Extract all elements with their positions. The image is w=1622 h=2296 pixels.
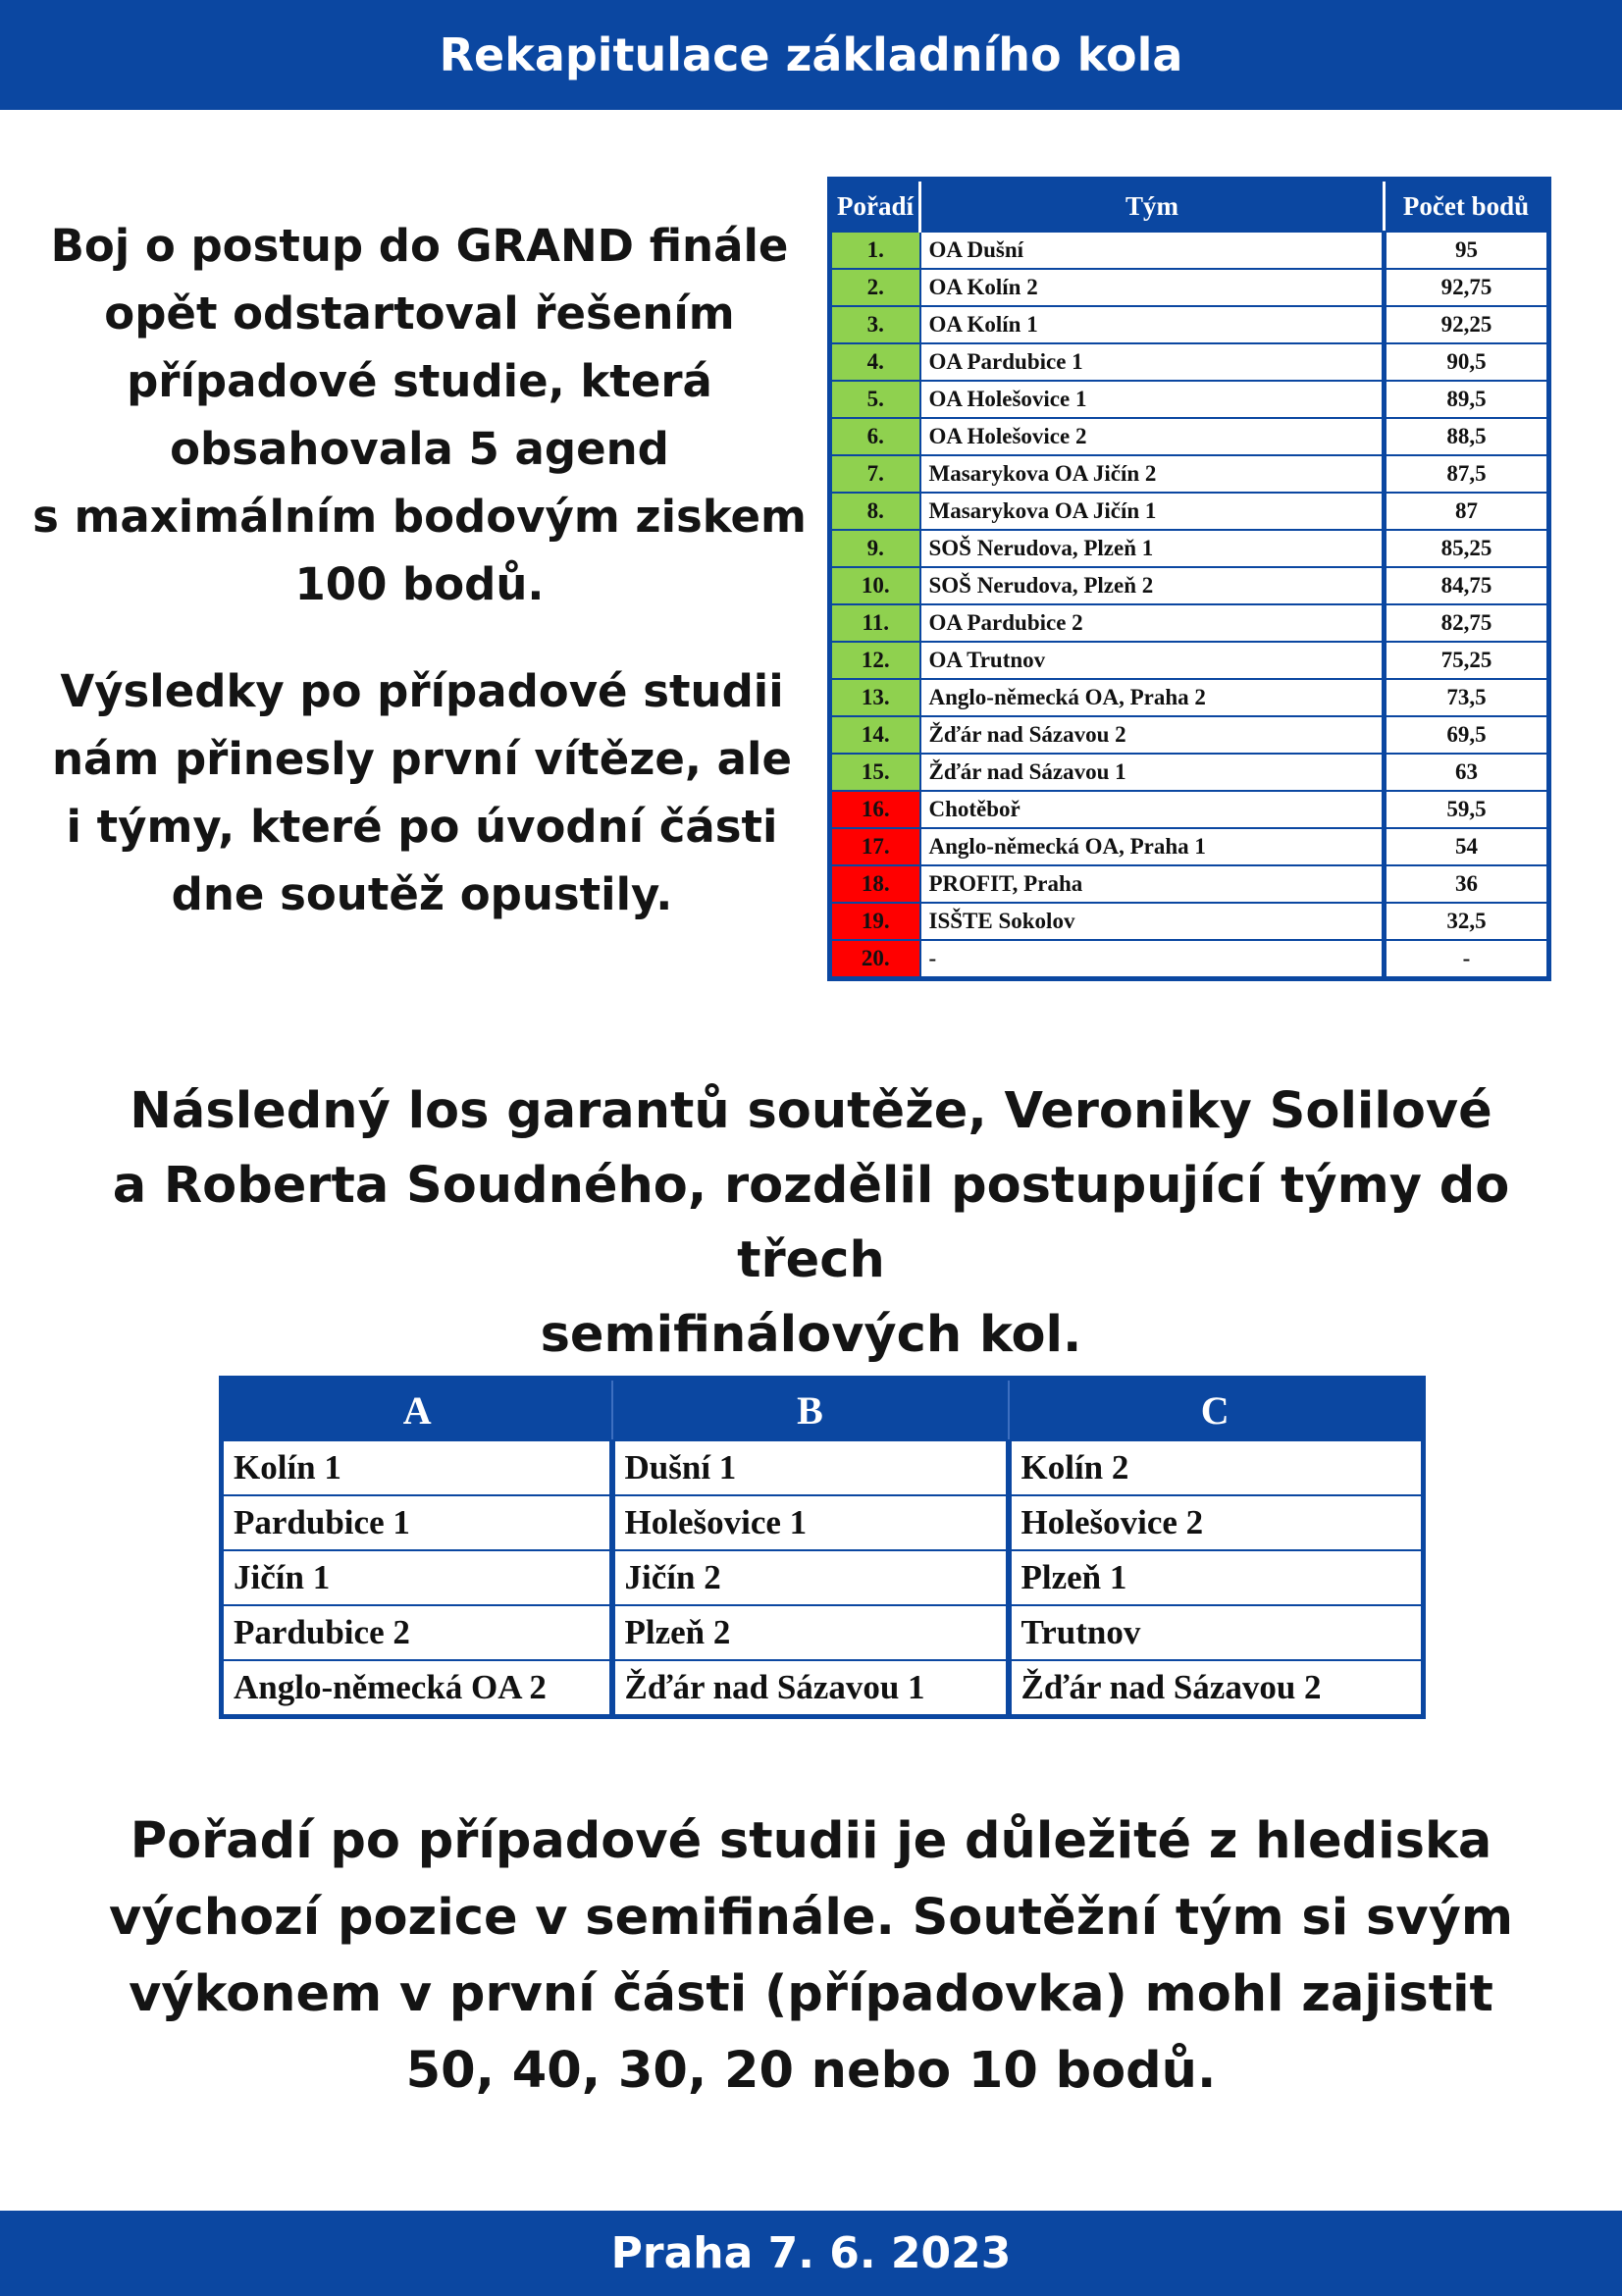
ranking-row <box>830 455 1549 493</box>
ranking-points-cell: 87,5 <box>1385 455 1549 493</box>
ranking-row <box>830 604 1549 642</box>
ranking-rank-cell: 15. <box>830 754 920 791</box>
ranking-points-cell: 32,5 <box>1385 903 1549 940</box>
ranking-team-cell: Masarykova OA Jičín 2 <box>920 455 1385 493</box>
ranking-row <box>830 642 1549 679</box>
ranking-team-cell: OA Holešovice 2 <box>920 418 1385 455</box>
ranking-points-cell: 95 <box>1385 232 1549 269</box>
ranking-rank-cell: 10. <box>830 567 920 604</box>
ranking-rank-cell: 5. <box>830 381 920 418</box>
groups-row <box>222 1605 1424 1660</box>
ranking-rank-cell: 19. <box>830 903 920 940</box>
group-a-team: Jičín 1 <box>222 1550 612 1605</box>
ranking-row <box>830 567 1549 604</box>
group-c-team: Žďár nad Sázavou 2 <box>1009 1660 1424 1717</box>
ranking-rank-cell: 18. <box>830 865 920 903</box>
group-c-team: Trutnov <box>1009 1605 1424 1660</box>
ranking-points-cell: - <box>1385 940 1549 979</box>
ranking-row <box>830 232 1549 269</box>
ranking-points-cell: 87 <box>1385 493 1549 530</box>
ranking-rank-cell: 12. <box>830 642 920 679</box>
ranking-body <box>830 232 1549 979</box>
group-a-team: Pardubice 2 <box>222 1605 612 1660</box>
draw-paragraph: Následný los garantů soutěže, Veroniky Solilové a Roberta Soudného, rozdělil postupující týmy do třech semifinálových kol. <box>112 1082 1510 1364</box>
ranking-rank-cell: 2. <box>830 269 920 306</box>
ranking-team-cell: OA Holešovice 1 <box>920 381 1385 418</box>
ranking-points-cell: 54 <box>1385 828 1549 865</box>
groups-row <box>222 1495 1424 1550</box>
group-a-team: Pardubice 1 <box>222 1495 612 1550</box>
groups-row <box>222 1440 1424 1495</box>
ranking-header-points: Počet bodů <box>1385 180 1549 233</box>
group-b-team: Žďár nad Sázavou 1 <box>612 1660 1009 1717</box>
ranking-rank-cell: 16. <box>830 791 920 828</box>
ranking-points-cell: 73,5 <box>1385 679 1549 716</box>
ranking-rank-cell: 17. <box>830 828 920 865</box>
ranking-team-cell: Masarykova OA Jičín 1 <box>920 493 1385 530</box>
ranking-points-cell: 92,25 <box>1385 306 1549 343</box>
ranking-points-cell: 63 <box>1385 754 1549 791</box>
ranking-team-cell: OA Pardubice 2 <box>920 604 1385 642</box>
ranking-team-cell: Žďár nad Sázavou 1 <box>920 754 1385 791</box>
ranking-team-cell: Anglo-německá OA, Praha 1 <box>920 828 1385 865</box>
ranking-row <box>830 940 1549 979</box>
groups-row <box>222 1660 1424 1717</box>
ranking-team-cell: OA Pardubice 1 <box>920 343 1385 381</box>
ranking-row <box>830 381 1549 418</box>
group-b-team: Jičín 2 <box>612 1550 1009 1605</box>
group-c-team: Holešovice 2 <box>1009 1495 1424 1550</box>
group-b-team: Dušní 1 <box>612 1440 1009 1495</box>
ranking-points-cell: 88,5 <box>1385 418 1549 455</box>
ranking-points-cell: 82,75 <box>1385 604 1549 642</box>
group-a-team: Kolín 1 <box>222 1440 612 1495</box>
ranking-team-cell: PROFIT, Praha <box>920 865 1385 903</box>
ranking-points-cell: 90,5 <box>1385 343 1549 381</box>
ranking-rank-cell: 20. <box>830 940 920 979</box>
group-header-b: B <box>612 1379 1009 1441</box>
ranking-team-cell: Chotěboř <box>920 791 1385 828</box>
group-c-team: Plzeň 1 <box>1009 1550 1424 1605</box>
ranking-team-cell: OA Trutnov <box>920 642 1385 679</box>
ranking-row <box>830 269 1549 306</box>
ranking-row <box>830 903 1549 940</box>
ranking-team-cell: ISŠTE Sokolov <box>920 903 1385 940</box>
groups-row <box>222 1550 1424 1605</box>
ranking-points-cell: 85,25 <box>1385 530 1549 567</box>
ranking-row <box>830 865 1549 903</box>
ranking-row <box>830 754 1549 791</box>
ranking-rank-cell: 3. <box>830 306 920 343</box>
groups-table <box>219 1376 1426 1719</box>
page-header <box>0 0 1622 110</box>
ranking-points-cell: 59,5 <box>1385 791 1549 828</box>
ranking-team-cell: SOŠ Nerudova, Plzeň 1 <box>920 530 1385 567</box>
ranking-points-cell: 75,25 <box>1385 642 1549 679</box>
groups-header-row <box>222 1379 1424 1441</box>
ranking-team-cell: OA Kolín 2 <box>920 269 1385 306</box>
ranking-team-cell: OA Kolín 1 <box>920 306 1385 343</box>
header-title: Rekapitulace základního kola <box>439 28 1183 81</box>
page-footer <box>0 2211 1622 2296</box>
ranking-rank-cell: 13. <box>830 679 920 716</box>
group-c-team: Kolín 2 <box>1009 1440 1424 1495</box>
ranking-rank-cell: 9. <box>830 530 920 567</box>
ranking-row <box>830 306 1549 343</box>
ranking-row <box>830 791 1549 828</box>
ranking-row <box>830 493 1549 530</box>
ranking-points-cell: 84,75 <box>1385 567 1549 604</box>
intro-paragraph-2: Výsledky po případové studii nám přinesly první vítěze, ale i týmy, které po úvodní části dne soutěž opustily. <box>52 665 792 920</box>
ranking-team-cell: SOŠ Nerudova, Plzeň 2 <box>920 567 1385 604</box>
ranking-rank-cell: 1. <box>830 232 920 269</box>
ranking-points-cell: 89,5 <box>1385 381 1549 418</box>
ranking-header-team: Tým <box>920 180 1385 233</box>
ranking-team-cell: Žďár nad Sázavou 2 <box>920 716 1385 754</box>
ranking-team-cell: Anglo-německá OA, Praha 2 <box>920 679 1385 716</box>
group-header-c: C <box>1009 1379 1424 1441</box>
group-a-team: Anglo-německá OA 2 <box>222 1660 612 1717</box>
ranking-rank-cell: 11. <box>830 604 920 642</box>
ranking-row <box>830 418 1549 455</box>
ranking-header-rank: Pořadí <box>830 180 920 233</box>
ranking-table <box>827 177 1551 981</box>
ranking-team-cell: OA Dušní <box>920 232 1385 269</box>
ranking-row <box>830 716 1549 754</box>
ranking-row <box>830 828 1549 865</box>
ranking-points-cell: 36 <box>1385 865 1549 903</box>
intro-paragraph-1: Boj o postup do GRAND finále opět odstartoval řešením případové studie, která obsahovala 5 agend s maximálním bodovým ziskem 100 bodů. <box>32 220 807 610</box>
ranking-rank-cell: 4. <box>830 343 920 381</box>
group-header-a: A <box>222 1379 612 1441</box>
ranking-row <box>830 343 1549 381</box>
ranking-rank-cell: 6. <box>830 418 920 455</box>
ranking-row <box>830 679 1549 716</box>
ranking-row <box>830 530 1549 567</box>
ranking-points-cell: 69,5 <box>1385 716 1549 754</box>
footer-text: Praha 7. 6. 2023 <box>610 2228 1012 2278</box>
ranking-header-row <box>830 180 1549 233</box>
ranking-rank-cell: 14. <box>830 716 920 754</box>
groups-body <box>222 1440 1424 1717</box>
ranking-rank-cell: 8. <box>830 493 920 530</box>
group-b-team: Plzeň 2 <box>612 1605 1009 1660</box>
ranking-points-cell: 92,75 <box>1385 269 1549 306</box>
ranking-team-cell: - <box>920 940 1385 979</box>
outro-paragraph: Pořadí po případové studii je důležité z hlediska výchozí pozice v semifinále. Soutěžní tým si svým výkonem v první části (případovka) mohl zajistit 50, 40, 30, 20 nebo 10 bodů. <box>109 1812 1513 2100</box>
ranking-rank-cell: 7. <box>830 455 920 493</box>
group-b-team: Holešovice 1 <box>612 1495 1009 1550</box>
